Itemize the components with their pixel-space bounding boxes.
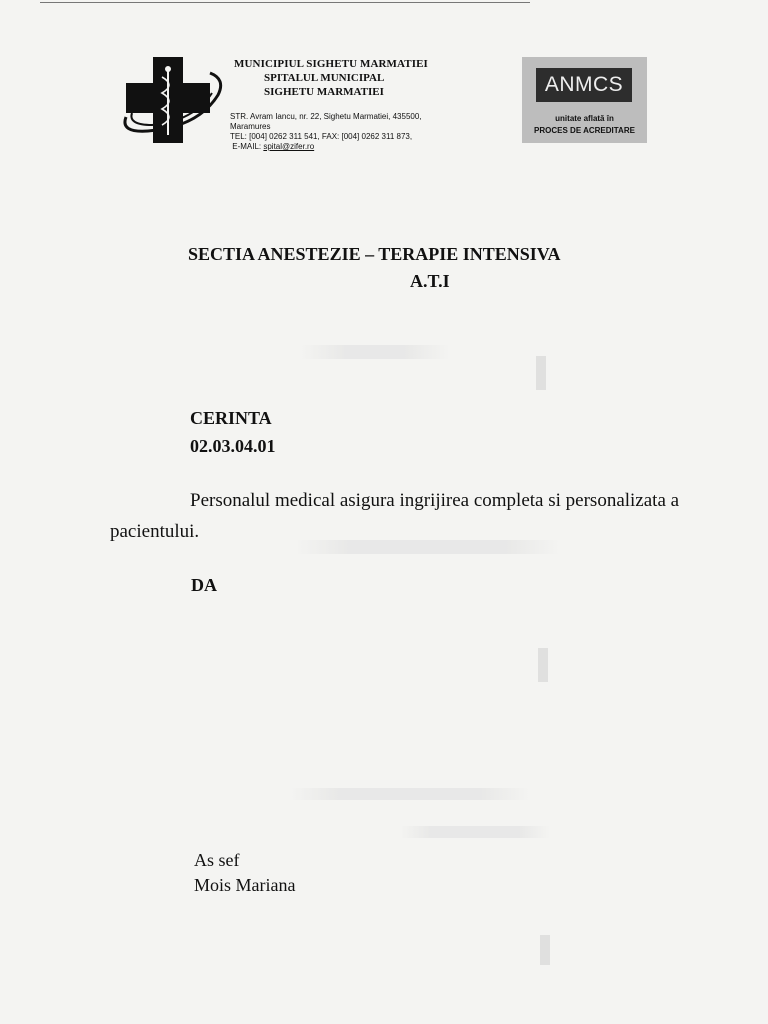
requirement-text-line1: Personalul medical asigura ingrijirea completa si personalizata a: [190, 490, 680, 511]
hospital-cross-logo-icon: [118, 55, 230, 147]
address-line: STR. Avram Iancu, nr. 22, Sighetu Marmatiei, 435500,: [230, 112, 422, 121]
requirement-label: CERINTA: [190, 408, 272, 428]
email-line: [230, 142, 422, 152]
requirement-text-line2: pacientului.: [110, 521, 200, 542]
anmcs-badge: [522, 57, 647, 143]
section-subtitle: A.T.I: [410, 271, 450, 291]
email-label: E-MAIL:: [232, 142, 264, 151]
phone-fax: TEL: [004] 0262 311 541, FAX: [004] 0262 311 873,: [230, 132, 413, 141]
badge-status-line2: PROCES DE ACREDITARE: [534, 126, 635, 135]
anmcs-logo: ANMCS: [536, 68, 632, 102]
top-rule: [40, 2, 530, 3]
address-region: Maramures: [230, 122, 271, 131]
signature-role: As sef: [194, 850, 240, 870]
requirement-answer: DA: [191, 575, 217, 595]
email-link[interactable]: spital@zifer.ro: [263, 142, 315, 151]
header-city: SIGHETU MARMATIEI: [264, 86, 384, 98]
header-municipality: MUNICIPIUL SIGHETU MARMATIEI: [234, 58, 428, 70]
badge-status-line1: unitate aflată în: [555, 114, 614, 123]
signature-name: Mois Mariana: [194, 875, 296, 895]
header-hospital: SPITALUL MUNICIPAL: [264, 72, 385, 84]
requirement-code: 02.03.04.01: [190, 436, 276, 456]
section-title: SECTIA ANESTEZIE – TERAPIE INTENSIVA: [188, 244, 561, 264]
contact-block: [230, 112, 422, 152]
